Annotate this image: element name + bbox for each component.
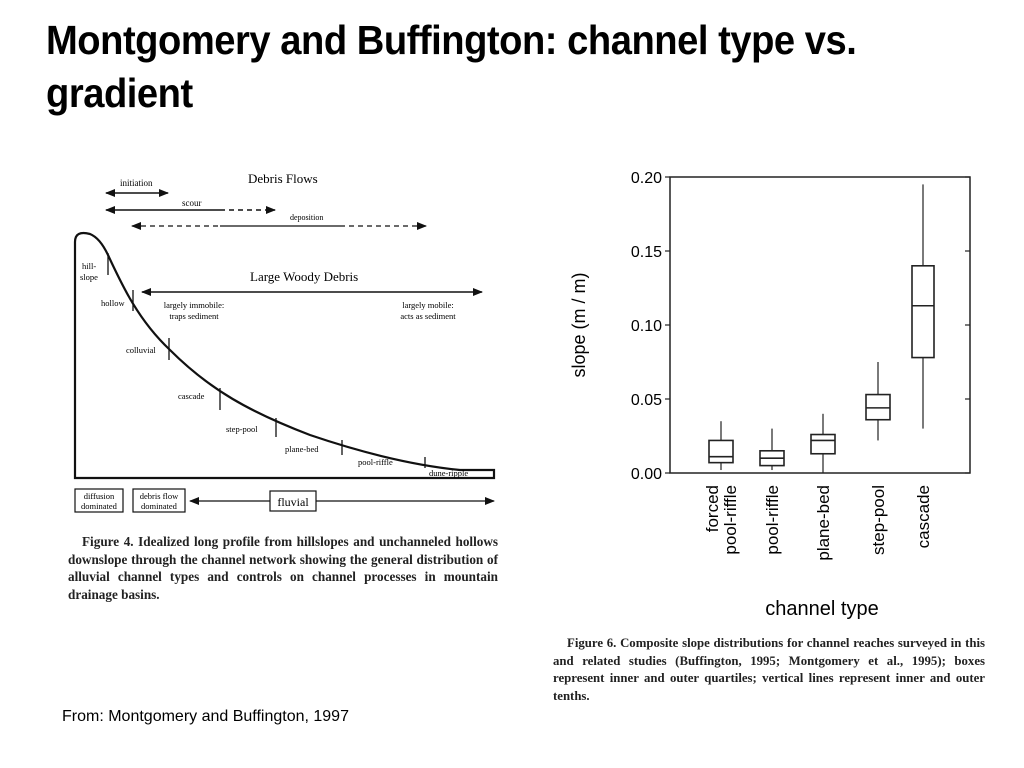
pool-riffle-label: pool-riffle	[358, 457, 393, 467]
x-axis-categories	[703, 485, 933, 561]
lwd-immobile-label: largely immobile:	[163, 300, 225, 310]
deposition-label: deposition	[290, 213, 324, 222]
box-pool-riffle	[760, 429, 784, 470]
y-tick-label: 0.10	[630, 318, 662, 335]
colluvial-label: colluvial	[126, 345, 156, 355]
x-category-label: plane-bed	[814, 485, 833, 561]
source-citation: From: Montgomery and Buffington, 1997	[62, 708, 349, 725]
diffusion-label-2: dominated	[81, 501, 117, 511]
scour-label: scour	[182, 198, 202, 208]
x-axis-label: channel type	[765, 598, 879, 620]
lwd-label: Large Woody Debris	[250, 269, 359, 284]
y-tick-label: 0.00	[630, 466, 662, 483]
y-axis	[631, 170, 970, 483]
dune-ripple-label: dune-ripple	[429, 468, 469, 478]
box-cascade	[912, 184, 934, 428]
x-category-label: pool-riffle	[721, 485, 740, 555]
initiation-label: initiation	[120, 178, 153, 188]
y-axis-label: slope (m / m)	[569, 272, 589, 378]
y-tick-label: 0.20	[630, 170, 662, 187]
debris-flow-label: debris flow	[139, 491, 179, 501]
box-series	[709, 184, 934, 473]
y-tick-label: 0.05	[630, 392, 662, 409]
figure-6-caption: Figure 6. Composite slope distributions for channel reaches surveyed in this and related studies (Buffington, 1995; Montgomery et al., 1995); boxes represent inner and outer quartiles; vertical lines represent inner and outer tenths.	[553, 636, 985, 703]
x-category-label: forced	[703, 485, 722, 533]
hillslope-label: hill-	[82, 261, 97, 271]
plot-frame	[670, 177, 970, 473]
y-tick-label: 0.15	[630, 244, 662, 261]
box-forced-pool-riffle	[709, 421, 733, 470]
box-step-pool	[866, 362, 890, 440]
lwd-mobile-label: largely mobile:	[402, 300, 454, 310]
slide-title: Montgomery and Buffington: channel type vs. gradient	[46, 17, 857, 116]
lwd-acts-label: acts as sediment	[400, 311, 456, 321]
plane-bed-label: plane-bed	[285, 444, 319, 454]
figure-4-caption: Figure 4. Idealized long profile from hillslopes and unchanneled hollows downslope through the channel network showing the general distribution of alluvial channel types and controls on channel processes in mountain drainage basins.	[68, 534, 498, 602]
cascade-label: cascade	[178, 391, 205, 401]
x-category-label: step-pool	[869, 485, 888, 555]
hollow-label: hollow	[101, 298, 125, 308]
x-category-label: cascade	[914, 485, 933, 549]
box-plane-bed	[811, 414, 835, 473]
hillslope-label-2: slope	[80, 272, 98, 282]
fluvial-label: fluvial	[277, 495, 309, 509]
debris-flow-label-2: dominated	[141, 501, 177, 511]
lwd-traps-label: traps sediment	[169, 311, 219, 321]
step-pool-label: step-pool	[226, 424, 258, 434]
diffusion-label: diffusion	[83, 491, 115, 501]
debris-flows-label: Debris Flows	[248, 171, 318, 186]
x-category-label: pool-riffle	[763, 485, 782, 555]
